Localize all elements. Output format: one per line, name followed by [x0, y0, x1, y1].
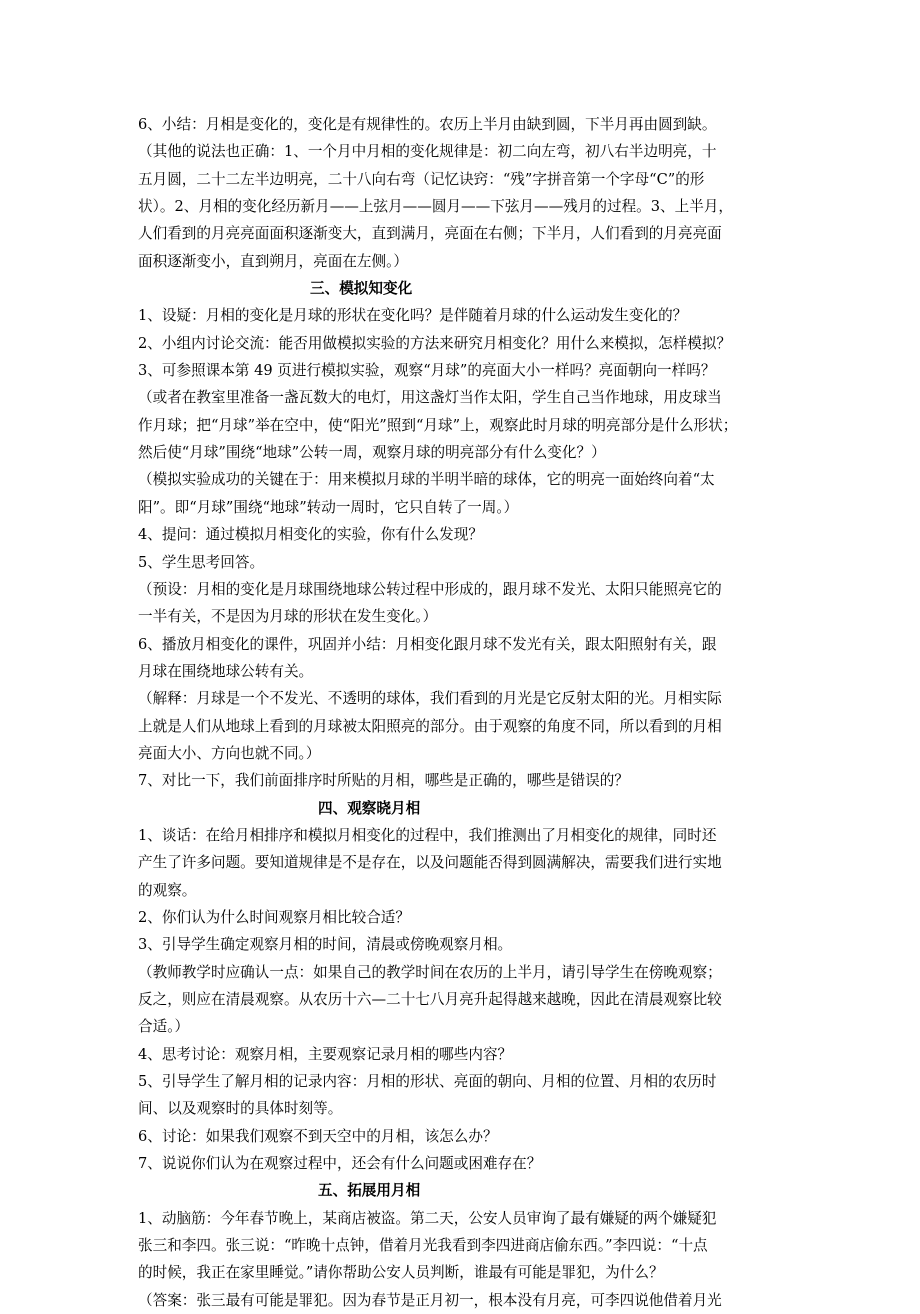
- text-line: 月球在围绕地球公转有关。: [138, 662, 314, 680]
- text-line: 7、对比一下，我们前面排序时所贴的月相，哪些是正确的，哪些是错误的？: [138, 772, 629, 790]
- text-line: 2、你们认为什么时间观察月相比较合适？: [138, 908, 410, 926]
- text-line: 1、动脑筋：今年春节晚上，某商店被盗。第二天，公安人员审询了最有嫌疑的两个嫌疑犯: [138, 1209, 717, 1227]
- text-line: 的时候，我正在家里睡觉。”请你帮助公安人员判断，谁最有可能是罪犯，为什么？: [138, 1264, 664, 1282]
- text-line: 反之，则应在清晨观察。从农历十六—二十七八月亮升起得越来越晚，因此在清晨观察比较: [138, 991, 722, 1008]
- text-line: 间、以及观察时的具体时刻等。: [138, 1100, 343, 1118]
- text-line: （解释：月球是一个不发光、不透明的球体，我们看到的月光是它反射太阳的光。月相实际: [138, 690, 722, 708]
- text-line: 状）。2、月相的变化经历新月——上弦月——圆月——下弦月——残月的过程。3、上半月，: [138, 198, 734, 216]
- text-line: 一半有关，不是因为月球的形状在发生变化。）: [138, 608, 438, 626]
- text-line: 1、设疑：月相的变化是月球的形状在变化吗？是伴随着月球的什么运动发生变化的？: [138, 307, 688, 325]
- text-line: （或者在教室里准备一盏瓦数大的电灯，用这盏灯当作太阳，学生自己当作地球，用皮球当: [138, 389, 722, 407]
- text-line: 7、说说你们认为在观察过程中，还会有什么问题或困难存在？: [138, 1155, 542, 1173]
- text-line: 6、讨论：如果我们观察不到天空中的月相，该怎么办？: [138, 1127, 498, 1145]
- text-line: （其他的说法也正确：1、一个月中月相的变化规律是：初二向左弯，初八右半边明亮，十: [138, 143, 717, 161]
- text-line: 5、引导学生了解月相的记录内容：月相的形状、亮面的朝向、月相的位置、月相的农历时: [138, 1073, 717, 1091]
- text-line: 4、提问：通过模拟月相变化的实验，你有什么发现？: [138, 526, 483, 544]
- text-line: 5、学生思考回答。: [138, 553, 265, 571]
- text-line: （预设：月相的变化是月球围绕地球公转过程中形成的，跟月球不发光、太阳只能照亮它的: [138, 580, 722, 598]
- text-line: 产生了许多问题。要知道规律是不是存在，以及问题能否得到圆满解决，需要我们进行实地: [138, 854, 722, 872]
- text-line: （教师教学时应确认一点：如果自己的教学时间在农历的上半月，请引导学生在傍晚观察；: [138, 963, 722, 981]
- section-heading: 五、拓展用月相: [318, 1182, 421, 1200]
- text-line: 1、谈话：在给月相排序和模拟月相变化的过程中，我们推测出了月相变化的规律，同时还: [138, 826, 717, 844]
- text-line: 4、思考讨论：观察月相，主要观察记录月相的哪些内容？: [138, 1045, 513, 1063]
- text-line: 3、可参照课本第 49 页进行模拟实验，观察“月球”的亮面大小一样吗？亮面朝向一样吗？: [138, 362, 716, 380]
- text-line: 张三和李四。张三说：“昨晚十点钟，借着月光我看到李四进商店偷东西。”李四说：“十点: [138, 1237, 708, 1255]
- text-line: 3、引导学生确定观察月相的时间，清晨或傍晚观察月相。: [138, 936, 513, 954]
- section-heading: 三、模拟知变化: [310, 280, 413, 298]
- text-line: 2、小组内讨论交流：能否用做模拟实验的方法来研究月相变化？用什么来模拟，怎样模拟？: [138, 334, 732, 352]
- text-line: 人们看到的月亮亮面面积逐渐变大，直到满月，亮面在右侧；下半月，人们看到的月亮亮面: [138, 225, 722, 243]
- text-line: 面积逐渐变小，直到朔月，亮面在左侧。）: [138, 252, 408, 270]
- text-line: 作月球；把“月球”举在空中，使“阳光”照到“月球”上，观察此时月球的明亮部分是什么形状；: [138, 416, 738, 434]
- document-page: [138, 111, 790, 1314]
- text-line: 亮面大小、方向也就不同。）: [138, 744, 321, 762]
- text-line: 6、播放月相变化的课件，巩固并小结：月相变化跟月球不发光有关，跟太阳照射有关，跟: [138, 635, 717, 653]
- text-line: （模拟实验成功的关键在于：用来模拟月球的半明半暗的球体，它的明亮一面始终向着“太: [138, 471, 715, 489]
- text-line: 合适。）: [138, 1018, 190, 1036]
- text-line: 阳”。即“月球”围绕“地球”转动一周时，它只自转了一周。）: [138, 498, 519, 516]
- text-line: 五月圆，二十二左半边明亮，二十八向右弯（记忆诀窍：“残”字拼音第一个字母“C”的形: [138, 170, 705, 188]
- text-line: 然后使“月球”围绕“地球”公转一周，观察月球的明亮部分有什么变化？）: [138, 444, 606, 462]
- text-line: （答案：张三最有可能是罪犯。因为春节是正月初一，根本没有月亮，可李四说他借着月光: [138, 1291, 722, 1309]
- text-line: 的观察。: [138, 881, 197, 899]
- text-line: 6、小结：月相是变化的，变化是有规律性的。农历上半月由缺到圆，下半月再由圆到缺。: [138, 116, 717, 133]
- text-line: 上就是人们从地球上看到的月球被太阳照亮的部分。由于观察的角度不同，所以看到的月相: [138, 717, 722, 735]
- section-heading: 四、观察晓月相: [318, 799, 421, 817]
